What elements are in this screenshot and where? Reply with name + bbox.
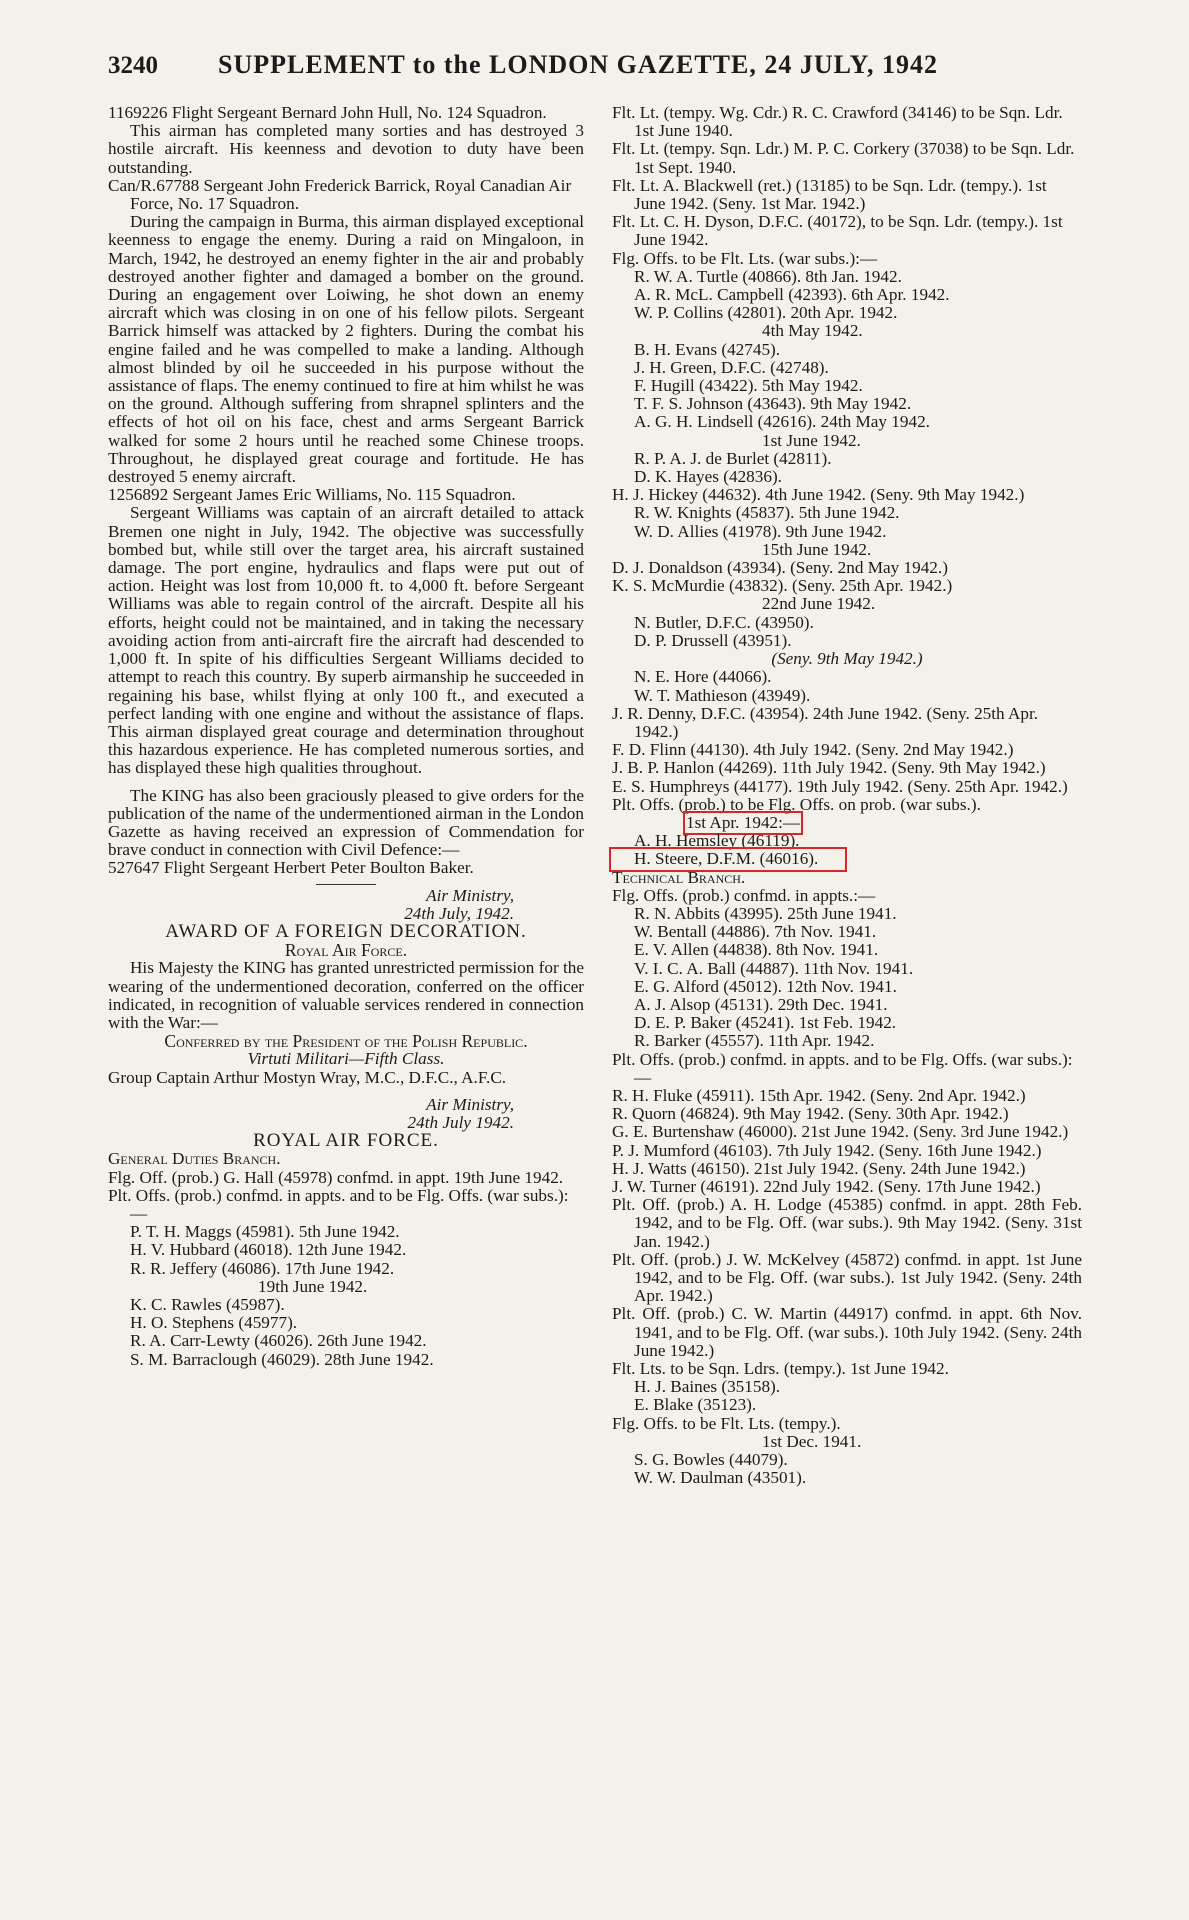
- text-line: Flg. Offs. (prob.) confmd. in appts.:—: [612, 885, 876, 905]
- text-line: R. P. A. J. de Burlet (42811).: [634, 448, 832, 468]
- text-line: R. W. A. Turtle (40866). 8th Jan. 1942.: [634, 266, 902, 286]
- text-line: Plt. Offs. (prob.) confmd. in appts. and to be Flg. Offs. (war subs.):—: [612, 1049, 1073, 1087]
- text-line: R. N. Abbits (43995). 25th June 1941.: [634, 903, 897, 923]
- text-line: J. W. Turner (46191). 22nd July 1942. (Seny. 17th June 1942.): [612, 1176, 1041, 1196]
- text-line: A. H. Hemsley (46119).: [634, 831, 800, 851]
- text-line: N. Butler, D.F.C. (43950).: [634, 612, 814, 632]
- text-line: Plt. Off. (prob.) J. W. McKelvey (45872) confmd. in appt. 1st June 1942, and to be Flg. Off. (war subs.). 1st July 1942. (Seny. 24th Apr. 1942.): [612, 1249, 1082, 1306]
- text-line: G. E. Burtenshaw (46000). 21st June 1942. (Seny. 3rd June 1942.): [612, 1122, 1069, 1142]
- text-line: Plt. Offs. (prob.) to be Flg. Offs. on prob. (war subs.).: [612, 794, 981, 814]
- text-line: Flt. Lt. (tempy. Wg. Cdr.) R. C. Crawford (34146) to be Sqn. Ldr. 1st June 1940.: [612, 103, 1063, 141]
- text-line: This airman has completed many sorties and has destroyed 3 hostile aircraft. His keenness and devotion to duty have been outstanding.: [108, 121, 584, 177]
- text-line: Flg. Offs. to be Flt. Lts. (war subs.):—: [612, 248, 878, 268]
- text-line: R. Barker (45557). 11th Apr. 1942.: [634, 1031, 875, 1051]
- text-line: 1st Dec. 1941.: [762, 1431, 862, 1451]
- text-line: R. A. Carr-Lewty (46026). 26th June 1942.: [130, 1331, 427, 1351]
- left-column: [108, 104, 584, 1369]
- text-line: Royal Air Force.: [284, 940, 408, 961]
- text-line: Can/R.67788 Sergeant John Frederick Barrick, Royal Canadian Air Force, No. 17 Squadron.: [108, 175, 572, 214]
- page-title: SUPPLEMENT to the LONDON GAZETTE, 24 JULY, 1942: [218, 50, 938, 79]
- text-line: D. P. Drussell (43951).: [634, 630, 792, 650]
- text-line: K. S. McMurdie (43832). (Seny. 25th Apr. 1942.): [612, 576, 953, 596]
- text-line: J. B. P. Hanlon (44269). 11th July 1942. (Seny. 9th May 1942.): [612, 758, 1046, 778]
- text-line: R. Quorn (46824). 9th May 1942. (Seny. 30th Apr. 1942.): [612, 1104, 1009, 1124]
- text-line: E. S. Humphreys (44177). 19th July 1942. (Seny. 25th Apr. 1942.): [612, 776, 1068, 796]
- text-line: H. J. Watts (46150). 21st July 1942. (Seny. 24th June 1942.): [612, 1158, 1026, 1178]
- text-line: The KING has also been graciously pleased to give orders for the publication of the name of the undermentioned airman in the London Gazette as having received an expression of Commendation for brave conduct in connection with Civil Defence:—: [108, 785, 584, 860]
- text-line: Flt. Lt. C. H. Dyson, D.F.C. (40172), to be Sqn. Ldr. (tempy.). 1st June 1942.: [612, 212, 1063, 250]
- text-line: J. H. Green, D.F.C. (42748).: [634, 357, 829, 377]
- text-line: Sergeant Williams was captain of an aircraft detailed to attack Bremen one night in July, 1942. The objective was successfully bombed but, while still over the target area, his aircraft sustained damage. The port engine, hydraulics and flaps were put out of action. Height was lost from 10,000 ft. to 4,000 ft. before Sergeant Williams was able to regain control of the aircraft. Despite all his efforts, height could not be maintained, and in taking the necessary avoiding action from anti-aircraft fire the aircraft had descended to 1,000 ft. In spite of his difficulties Sergeant Williams decided to attempt to reach this country. By superb airmanship he succeeded in regaining his base, whilst flying at only 100 ft., and executed a perfect landing with one engine and without the assistance of flaps. This airman displayed great courage and determination throughout this hazardous experience. He has completed numerous sorties, and has displayed these high qualities throughout.: [108, 503, 584, 778]
- text-line: R. R. Jeffery (46086). 17th June 1942.: [130, 1258, 395, 1278]
- text-line: A. R. McL. Campbell (42393). 6th Apr. 1942.: [634, 285, 950, 305]
- text-line: (Seny. 9th May 1942.): [771, 649, 923, 669]
- text-line: P. T. H. Maggs (45981). 5th June 1942.: [130, 1222, 400, 1242]
- right-column: [612, 104, 1082, 1487]
- text-line: W. D. Allies (41978). 9th June 1942.: [634, 521, 887, 541]
- text-line: Plt. Off. (prob.) A. H. Lodge (45385) confmd. in appt. 28th Feb. 1942, and to be Flg. Off. (war subs.). 9th May 1942. (Seny. 31st Jan. 1942.): [612, 1195, 1082, 1251]
- text-line: Group Captain Arthur Mostyn Wray, M.C., D.F.C., A.F.C.: [108, 1067, 507, 1087]
- text-line: Flt. Lts. to be Sqn. Ldrs. (tempy.). 1st June 1942.: [612, 1359, 949, 1379]
- text-line: R. H. Fluke (45911). 15th Apr. 1942. (Seny. 2nd Apr. 1942.): [612, 1085, 1026, 1105]
- text-line: H. J. Baines (35158).: [634, 1377, 781, 1397]
- text-line: Flt. Lt. (tempy. Sqn. Ldr.) M. P. C. Corkery (37038) to be Sqn. Ldr. 1st Sept. 1940.: [612, 139, 1075, 177]
- text-line: 527647 Flight Sergeant Herbert Peter Boulton Baker.: [108, 858, 474, 878]
- text-line: AWARD OF A FOREIGN DECORATION.: [165, 920, 527, 942]
- text-line: A. J. Alsop (45131). 29th Dec. 1941.: [634, 994, 888, 1014]
- text-line: 19th June 1942.: [258, 1276, 368, 1296]
- text-line: Plt. Off. (prob.) C. W. Martin (44917) confmd. in appt. 6th Nov. 1941, and to be Flg. Off. (war subs.). 10th July 1942. (Seny. 24th June 1942.): [612, 1304, 1082, 1360]
- text-line: S. G. Bowles (44079).: [634, 1450, 788, 1470]
- text-line: 15th June 1942.: [762, 539, 872, 559]
- text-line: H. V. Hubbard (46018). 12th June 1942.: [130, 1240, 407, 1260]
- text-line: H. J. Hickey (44632). 4th June 1942. (Seny. 9th May 1942.): [612, 485, 1025, 505]
- text-line: Technical Branch.: [612, 867, 746, 887]
- text-line: 24th July 1942.: [407, 1112, 514, 1132]
- text-line: W. Bentall (44886). 7th Nov. 1941.: [634, 922, 877, 942]
- text-line: A. G. H. Lindsell (42616). 24th May 1942.: [634, 412, 930, 432]
- text-line: Flg. Offs. to be Flt. Lts. (tempy.).: [612, 1413, 841, 1433]
- text-line: 24th July, 1942.: [404, 903, 514, 923]
- text-line: 1169226 Flight Sergeant Bernard John Hull, No. 124 Squadron.: [108, 103, 547, 122]
- text-line: 22nd June 1942.: [762, 594, 876, 614]
- highlighted-entry: 1st Apr. 1942:—: [686, 812, 801, 832]
- text-line: K. C. Rawles (45987).: [130, 1295, 285, 1314]
- text-line: D. J. Donaldson (43934). (Seny. 2nd May 1942.): [612, 558, 948, 578]
- text-line: H. O. Stephens (45977).: [130, 1313, 298, 1333]
- section-separator: [316, 884, 376, 885]
- highlighted-entry: H. Steere, D.F.M. (46016).: [612, 850, 844, 868]
- text-line: During the campaign in Burma, this airman displayed exceptional keenness to engage the enemy. During a raid on Mingaloon, in March, 1942, he destroyed an enemy fighter in the air and probably destroyed another fighter and damaged a bomber on the ground. During an engagement over Loiwing, he shot down an enemy aircraft which was closing in on one of his fellow pilots. Sergeant Barrick himself was attacked by 2 fighters. During the combat his engine failed and he was compelled to make a landing. Although almost blinded by oil he succeeded in his purpose without the assistance of flaps. The enemy continued to fire at him whilst he was on the ground. Although suffering from shrapnel splinters and the effects of hot oil on his face, chest and arms Sergeant Barrick walked for some 2 hours until he reached some Chinese troops. Throughout, he displayed great courage and fortitude. He has destroyed 5 enemy aircraft.: [108, 212, 584, 487]
- page-header: [108, 50, 1108, 90]
- text-line: F. Hugill (43422). 5th May 1942.: [634, 376, 863, 396]
- text-line: E. Blake (35123).: [634, 1395, 757, 1415]
- text-line: D. E. P. Baker (45241). 1st Feb. 1942.: [634, 1013, 897, 1033]
- text-line: W. P. Collins (42801). 20th Apr. 1942.: [634, 303, 898, 323]
- text-line: R. W. Knights (45837). 5th June 1942.: [634, 503, 900, 523]
- text-line: 1st June 1942.: [762, 430, 861, 450]
- text-line: ROYAL AIR FORCE.: [253, 1130, 439, 1152]
- text-line: Conferred by the President of the Polish Republic.: [164, 1031, 528, 1052]
- text-line: V. I. C. A. Ball (44887). 11th Nov. 1941.: [634, 958, 914, 978]
- page-number: 3240: [108, 52, 158, 79]
- text-line: T. F. S. Johnson (43643). 9th May 1942.: [634, 394, 912, 414]
- text-line: J. R. Denny, D.F.C. (43954). 24th June 1942. (Seny. 25th Apr. 1942.): [612, 703, 1039, 741]
- text-line: Plt. Offs. (prob.) confmd. in appts. and to be Flg. Offs. (war subs.):—: [108, 1185, 569, 1223]
- text-line: His Majesty the KING has granted unrestricted permission for the wearing of the undermentioned decoration, conferred on the officer indicated, in recognition of valuable services rendered in connection with the War:—: [108, 958, 584, 1032]
- text-line: N. E. Hore (44066).: [634, 667, 772, 687]
- text-line: P. J. Mumford (46103). 7th July 1942. (Seny. 16th June 1942.): [612, 1140, 1042, 1160]
- text-line: B. H. Evans (42745).: [634, 339, 781, 359]
- text-line: 1256892 Sergeant James Eric Williams, No. 115 Squadron.: [108, 485, 516, 505]
- text-line: Virtuti Militari—Fifth Class.: [247, 1049, 445, 1069]
- text-line: Flg. Off. (prob.) G. Hall (45978) confmd. in appt. 19th June 1942.: [108, 1167, 564, 1187]
- text-line: Air Ministry,: [426, 1094, 514, 1114]
- text-line: D. K. Hayes (42836).: [634, 467, 782, 487]
- text-line: W. W. Daulman (43501).: [634, 1468, 807, 1488]
- text-line: W. T. Mathieson (43949).: [634, 685, 811, 705]
- text-line: E. G. Alford (45012). 12th Nov. 1941.: [634, 976, 897, 996]
- text-line: E. V. Allen (44838). 8th Nov. 1941.: [634, 940, 879, 960]
- text-line: General Duties Branch.: [108, 1149, 281, 1169]
- text-line: 4th May 1942.: [762, 321, 863, 341]
- text-line: Flt. Lt. A. Blackwell (ret.) (13185) to be Sqn. Ldr. (tempy.). 1st June 1942. (Seny. 1st Mar. 1942.): [612, 175, 1047, 214]
- text-line: Air Ministry,: [426, 885, 514, 905]
- text-line: S. M. Barraclough (46029). 28th June 1942.: [130, 1349, 434, 1369]
- text-line: F. D. Flinn (44130). 4th July 1942. (Seny. 2nd May 1942.): [612, 740, 1014, 760]
